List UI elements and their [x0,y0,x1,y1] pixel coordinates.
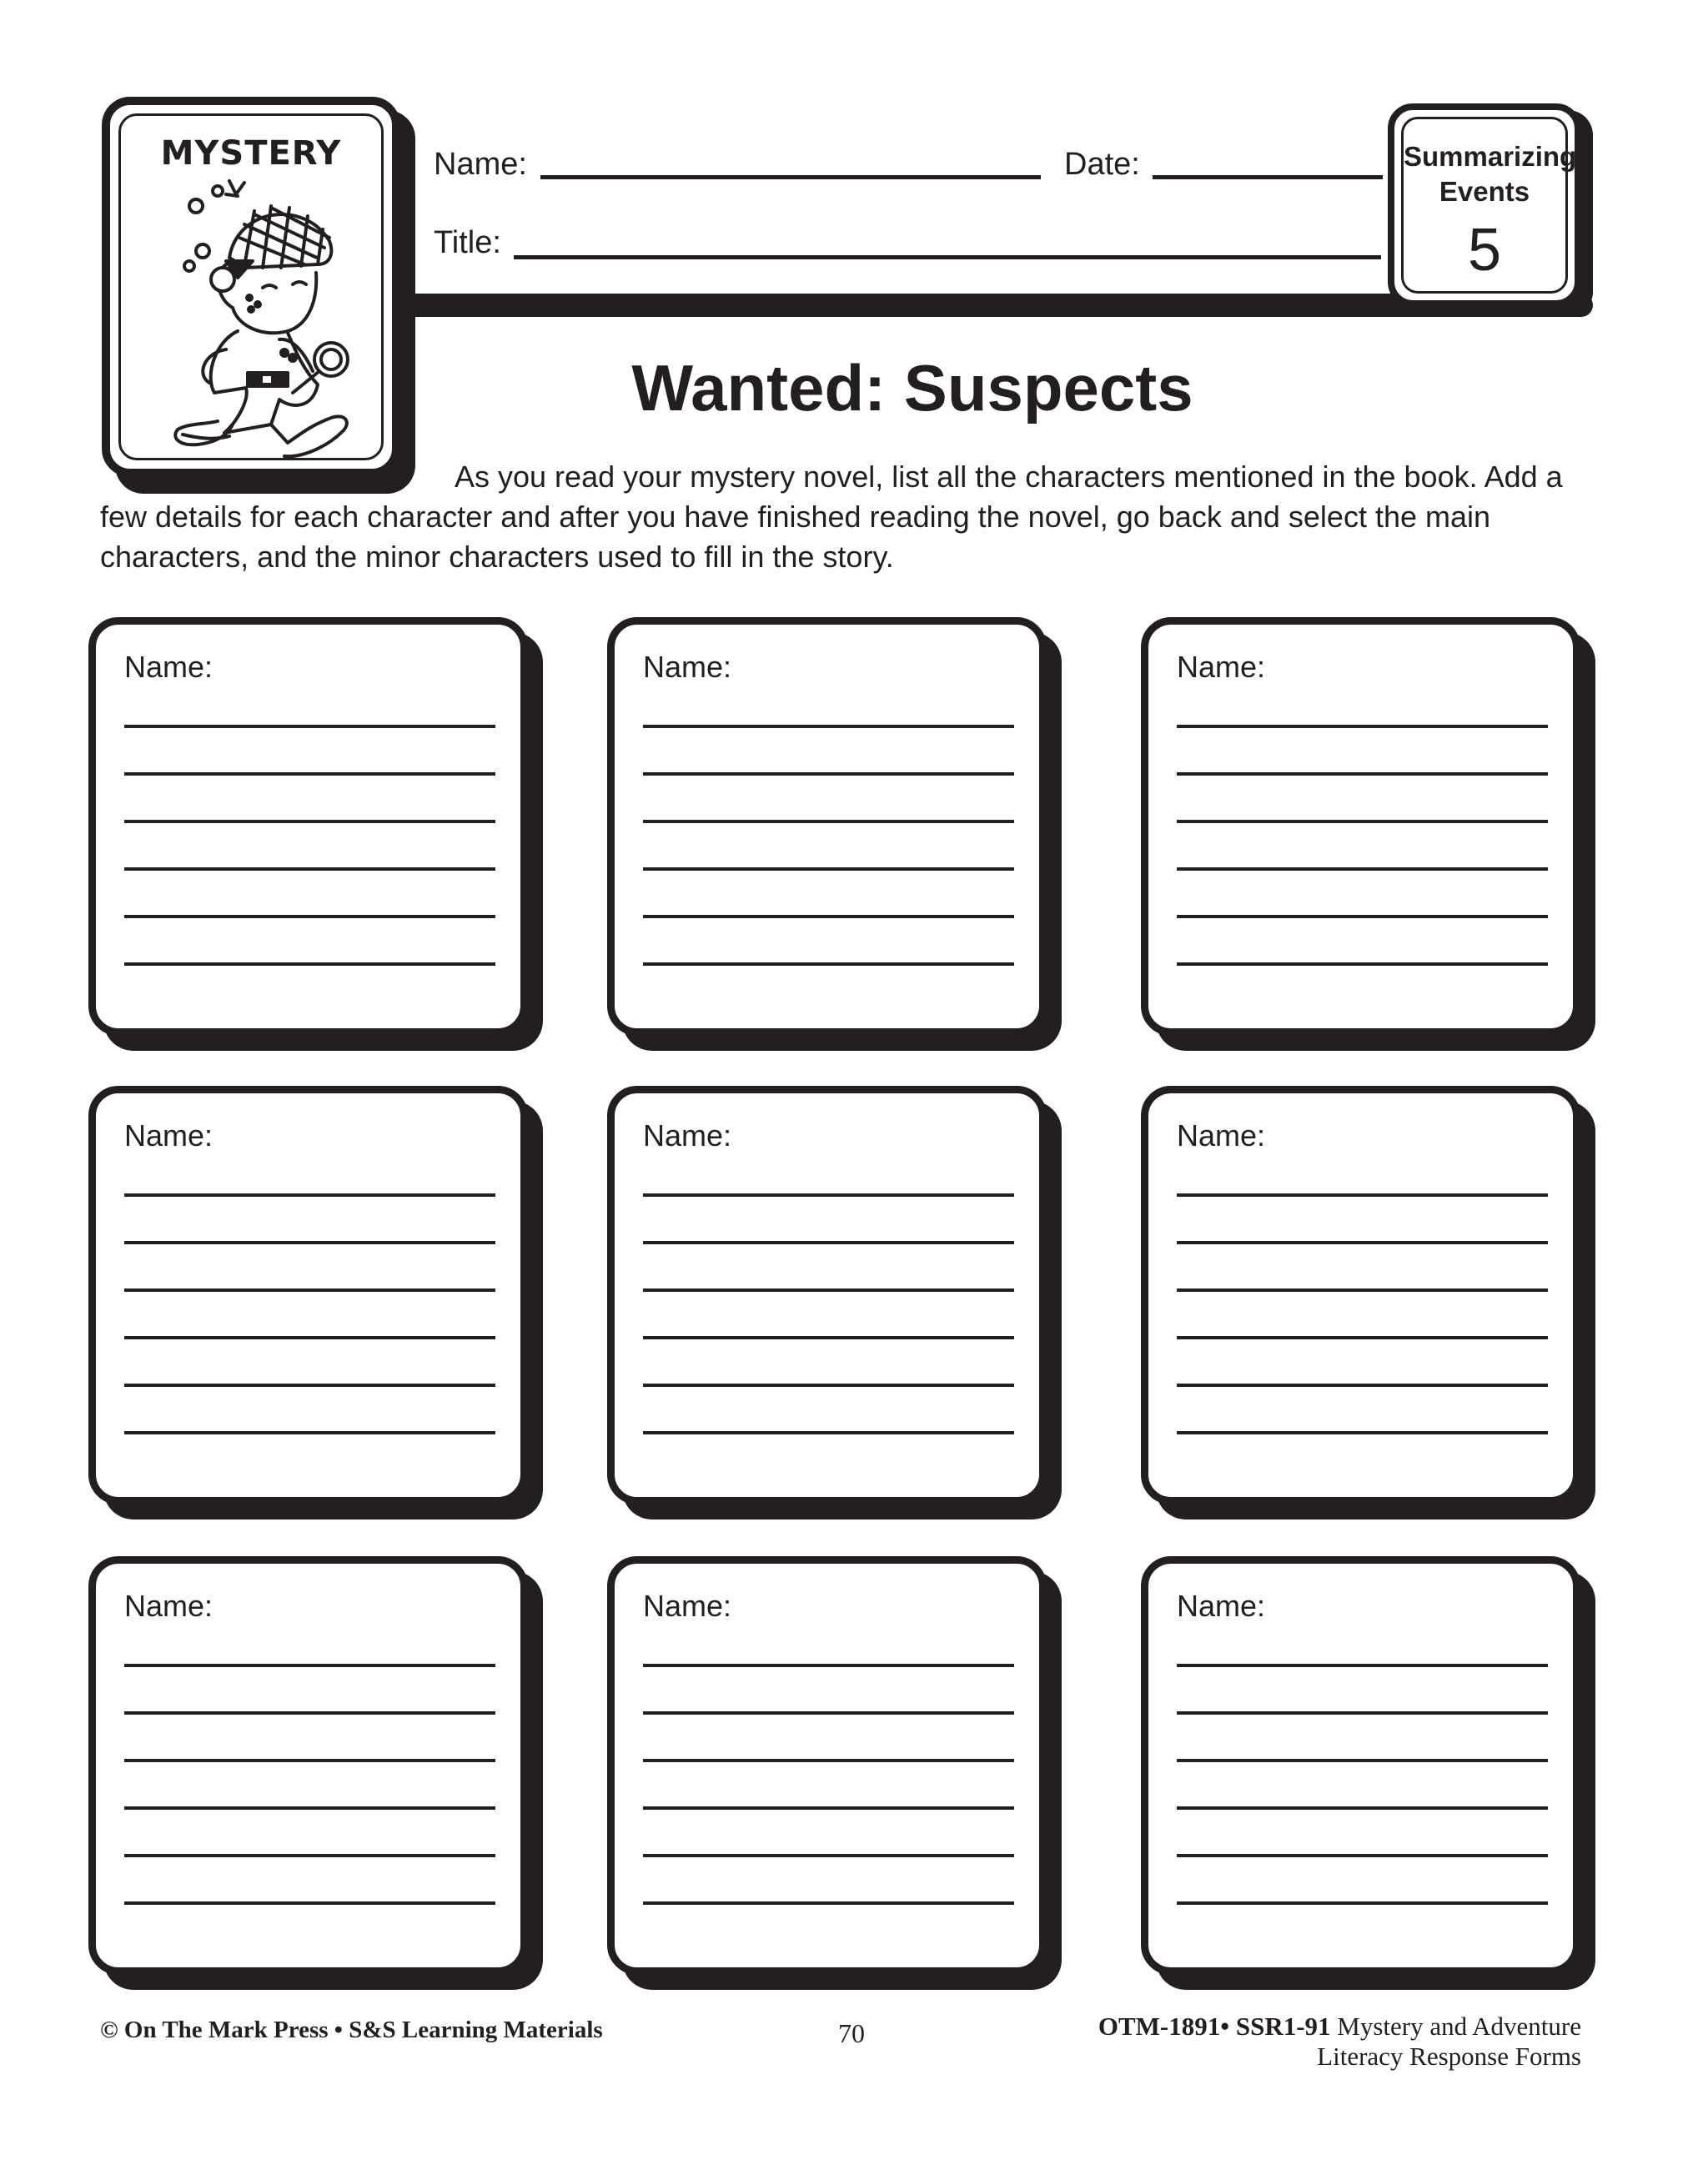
card-writing-line[interactable] [1177,1288,1548,1292]
suspect-card [88,1086,543,1520]
card-writing-line[interactable] [643,1241,1014,1244]
suspect-card [607,617,1062,1051]
card-writing-line[interactable] [124,725,495,728]
suspect-card [1141,617,1595,1051]
footer-product-code: OTM-1891• SSR1-91 [1098,2012,1331,2041]
card-name-label: Name: [1177,1118,1266,1153]
card-writing-line[interactable] [1177,1431,1548,1434]
card-writing-line[interactable] [1177,1759,1548,1762]
name-label: Name: [434,147,527,182]
suspect-card [1141,1556,1595,1990]
instructions-paragraph: As you read your mystery novel, list all the characters mentioned in the book. Add a few details for each character and after you have finished reading the novel, go back and select the main characters, and the minor characters used to fill in the story. [100,460,1563,574]
card-writing-line[interactable] [643,1759,1014,1762]
footer-book-title-line2: Literacy Response Forms [1317,2042,1581,2071]
tag-label-summarizing: Summarizing [1404,141,1577,172]
tag-inner-frame [1401,117,1577,294]
card-frame [88,1086,528,1504]
suspect-card [607,1086,1062,1520]
title-label: Title: [434,225,501,260]
card-frame [607,1086,1047,1504]
card-name-label: Name: [1177,650,1266,684]
card-writing-line[interactable] [1177,1193,1548,1197]
card-name-label: Name: [124,1589,214,1623]
suspect-card [607,1556,1062,1990]
card-writing-line[interactable] [124,915,495,918]
date-field[interactable] [1153,175,1383,179]
card-frame [88,1556,528,1975]
card-writing-line[interactable] [643,1336,1014,1339]
card-writing-line[interactable] [1177,1806,1548,1810]
suspect-card [1141,1086,1595,1520]
card-writing-line[interactable] [643,1901,1014,1905]
card-writing-line[interactable] [124,1193,495,1197]
card-writing-line[interactable] [1177,1241,1548,1244]
badge-label: MYSTERY [160,134,342,173]
card-writing-line[interactable] [643,725,1014,728]
card-writing-line[interactable] [124,1664,495,1667]
card-name-label: Name: [124,650,214,684]
section-tag [1388,103,1581,307]
card-writing-line[interactable] [643,772,1014,776]
card-writing-line[interactable] [1177,1854,1548,1857]
card-writing-line[interactable] [124,1711,495,1715]
footer-book-info [1098,2012,1581,2072]
card-frame [88,617,528,1036]
card-writing-line[interactable] [124,1288,495,1292]
card-frame [607,617,1047,1036]
card-writing-line[interactable] [124,1241,495,1244]
tag-number: 5 [1467,217,1502,284]
card-writing-line[interactable] [1177,1664,1548,1667]
footer-book-title-line1: Mystery and Adventure [1330,2012,1581,2041]
card-writing-line[interactable] [124,820,495,823]
card-writing-line[interactable] [1177,1901,1548,1905]
card-writing-line[interactable] [1177,1711,1548,1715]
card-writing-line[interactable] [124,1384,495,1387]
card-writing-line[interactable] [1177,820,1548,823]
card-writing-line[interactable] [124,867,495,871]
card-frame [1141,1556,1580,1975]
name-field[interactable] [540,175,1041,179]
card-writing-line[interactable] [124,1336,495,1339]
card-writing-line[interactable] [124,1806,495,1810]
page-number: 70 [838,2018,865,2048]
card-frame [1141,1086,1580,1504]
card-name-label: Name: [643,1118,732,1153]
tag-label-events: Events [1439,176,1530,207]
card-writing-line[interactable] [643,1288,1014,1292]
card-name-label: Name: [643,1589,732,1623]
card-writing-line[interactable] [643,1384,1014,1387]
card-writing-line[interactable] [643,962,1014,966]
card-writing-line[interactable] [1177,962,1548,966]
page-title: Wanted: Suspects [631,351,1193,424]
card-writing-line[interactable] [643,820,1014,823]
card-name-label: Name: [643,650,732,684]
card-writing-line[interactable] [643,1806,1014,1810]
card-writing-line[interactable] [643,915,1014,918]
suspect-card [88,1556,543,1990]
card-writing-line[interactable] [124,1901,495,1905]
card-writing-line[interactable] [1177,1336,1548,1339]
card-writing-line[interactable] [643,867,1014,871]
card-writing-line[interactable] [643,1664,1014,1667]
card-name-label: Name: [1177,1589,1266,1623]
card-writing-line[interactable] [1177,772,1548,776]
title-field[interactable] [514,255,1381,259]
card-writing-line[interactable] [643,1193,1014,1197]
card-writing-line[interactable] [643,1854,1014,1857]
card-writing-line[interactable] [643,1711,1014,1715]
card-writing-line[interactable] [1177,867,1548,871]
date-label: Date: [1064,147,1140,182]
card-writing-line[interactable] [124,1854,495,1857]
card-writing-line[interactable] [1177,725,1548,728]
suspect-card [88,617,543,1051]
card-writing-line[interactable] [124,1431,495,1434]
footer-copyright: © On The Mark Press • S&S Learning Materials [100,2017,603,2043]
card-frame [607,1556,1047,1975]
card-writing-line[interactable] [643,1431,1014,1434]
card-frame [1141,617,1580,1036]
detective-illustration [146,174,388,475]
card-writing-line[interactable] [124,1759,495,1762]
card-writing-line[interactable] [124,962,495,966]
card-writing-line[interactable] [124,772,495,776]
card-writing-line[interactable] [1177,1384,1548,1387]
card-name-label: Name: [124,1118,214,1153]
card-writing-line[interactable] [1177,915,1548,918]
